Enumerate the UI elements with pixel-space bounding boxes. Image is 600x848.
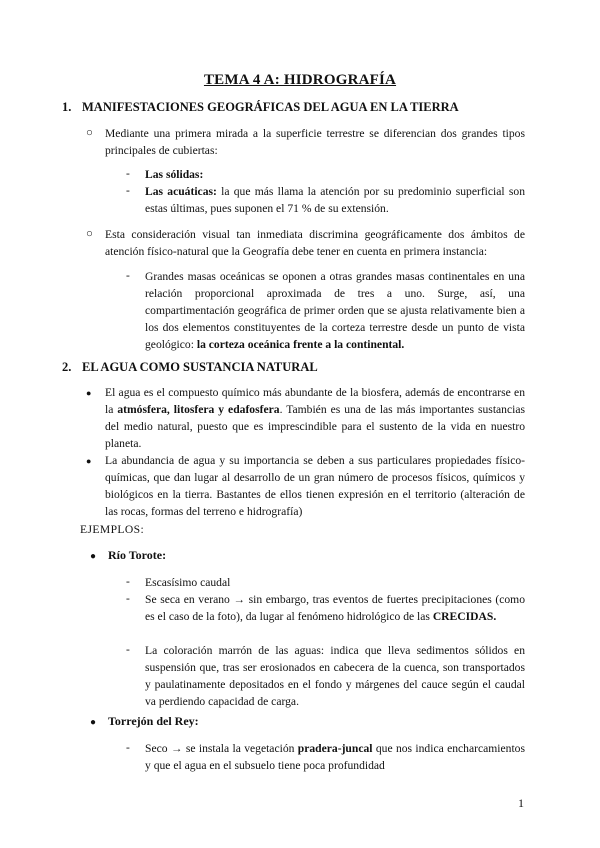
torote-item-2-text: Se seca en verano → sin embargo, tras eventos de fuertes precipitaciones (como es el caso de la foto), da lugar al fenómeno hidrológico de las (145, 593, 525, 623)
p1-text-a: El agua es el compuesto químico más abundante de la biosfera, además de encontrarse en la (105, 386, 525, 416)
dash-marker: - (126, 185, 130, 197)
page-title: TEMA 4 A: HIDROGRAFÍA (203, 72, 397, 88)
section-1-heading (62, 100, 459, 115)
section-2-number: 2. (62, 360, 72, 374)
acuaticas-text: la que más llama la atención por su predominio superficial son estas últimas, pues suponen el 71 % de su extensión. (145, 185, 525, 215)
solidas-item (145, 166, 525, 183)
section-1-number: 1. (62, 100, 72, 114)
p1-text-b: . También es una de las más importantes sustancias del medio natural, puesto que es imprescindible para el sustento de la vida en nuestro planeta. (105, 403, 526, 450)
dash-marker: - (126, 576, 130, 588)
section-2-paragraph-2: La abundancia de agua y su importancia se deben a sus particulares propiedades físico-químicas, que dan lugar al desarrollo de un gran número de procesos físicos, químicos y biológicos en la tierra. Bastantes de ellos tienen expresión en el territorio (alteración de las rocas, formas del terreno e hidrografía) (105, 454, 525, 518)
dash-marker: - (126, 270, 130, 282)
section-2-paragraph-1 (105, 384, 525, 452)
solidas-label: Las sólidas: (145, 168, 204, 181)
dash-marker: - (126, 168, 130, 180)
torote-item-1: Escasísimo caudal (145, 576, 231, 589)
section-1-intro: Mediante una primera mirada a la superficie terrestre se diferencian dos grandes tipos principales de cubiertas: (105, 127, 525, 157)
torrejon-item-1 (145, 740, 525, 774)
torote-item-3: La coloración marrón de las aguas: indica que lleva sedimentos sólidos en suspensión que, tras ser erosionados en cabecera de la cuenca, son transportados y paulatinamente depositados en el fondo y márgenes del cauce según el caudal va perdiendo capacidad de carga. (145, 644, 525, 708)
masas-item (145, 268, 525, 353)
acuaticas-item (145, 183, 525, 217)
section-1-title: MANIFESTACIONES GEOGRÁFICAS DEL AGUA EN LA TIERRA (82, 100, 459, 114)
masas-text: Grandes masas oceánicas se oponen a otras grandes masas continentales en una relación proporcional aproximada de tres a uno. Surge, así, una compartimentación geográfica de primer orden que se ajusta relativamente bien a los dos elementos constituyentes de la corteza terrestre desde un punto de vista geológico: (145, 270, 525, 351)
acuaticas-label: Las acuáticas: (145, 185, 217, 198)
torrejon-text-a: Seco → se instala la vegetación (145, 742, 298, 755)
torote-item-2-bold: CRECIDAS. (432, 610, 497, 623)
dash-marker: - (126, 644, 130, 656)
hollow-bullet-icon: ○ (86, 127, 93, 139)
rio-torote-label: Río Torote: (108, 548, 167, 562)
torrejon-bold: pradera-juncal (297, 742, 373, 755)
section-1-second-intro: Esta consideración visual tan inmediata discrimina geográficamente dos ámbitos de atención físico-natural que la Geografía debe tener en cuenta en primera instancia: (105, 228, 525, 258)
ejemplos-label: EJEMPLOS: (80, 523, 145, 536)
section-2-title: EL AGUA COMO SUSTANCIA NATURAL (82, 360, 318, 374)
dash-marker: - (126, 742, 130, 754)
masas-bold: la corteza oceánica frente a la continental. (196, 338, 405, 351)
solid-bullet-icon: ● (90, 551, 97, 562)
solid-bullet-icon: ● (86, 388, 92, 398)
torrejon-text-b: que nos indica encharcamientos y que el agua en el subsuelo tiene poca profundidad (145, 742, 525, 772)
rio-torote-heading (90, 548, 166, 563)
solid-bullet-icon: ● (86, 456, 92, 466)
solid-bullet-icon: ● (90, 717, 97, 728)
torrejon-label: Torrejón del Rey: (108, 714, 199, 728)
dash-marker: - (126, 593, 130, 605)
section-2-heading (62, 360, 318, 375)
torrejon-heading (90, 714, 199, 729)
hollow-bullet-icon: ○ (86, 228, 93, 240)
torote-item-2 (145, 591, 525, 625)
p1-bold: atmósfera, litosfera y edafosfera (117, 403, 280, 416)
page-number: 1 (518, 796, 524, 810)
